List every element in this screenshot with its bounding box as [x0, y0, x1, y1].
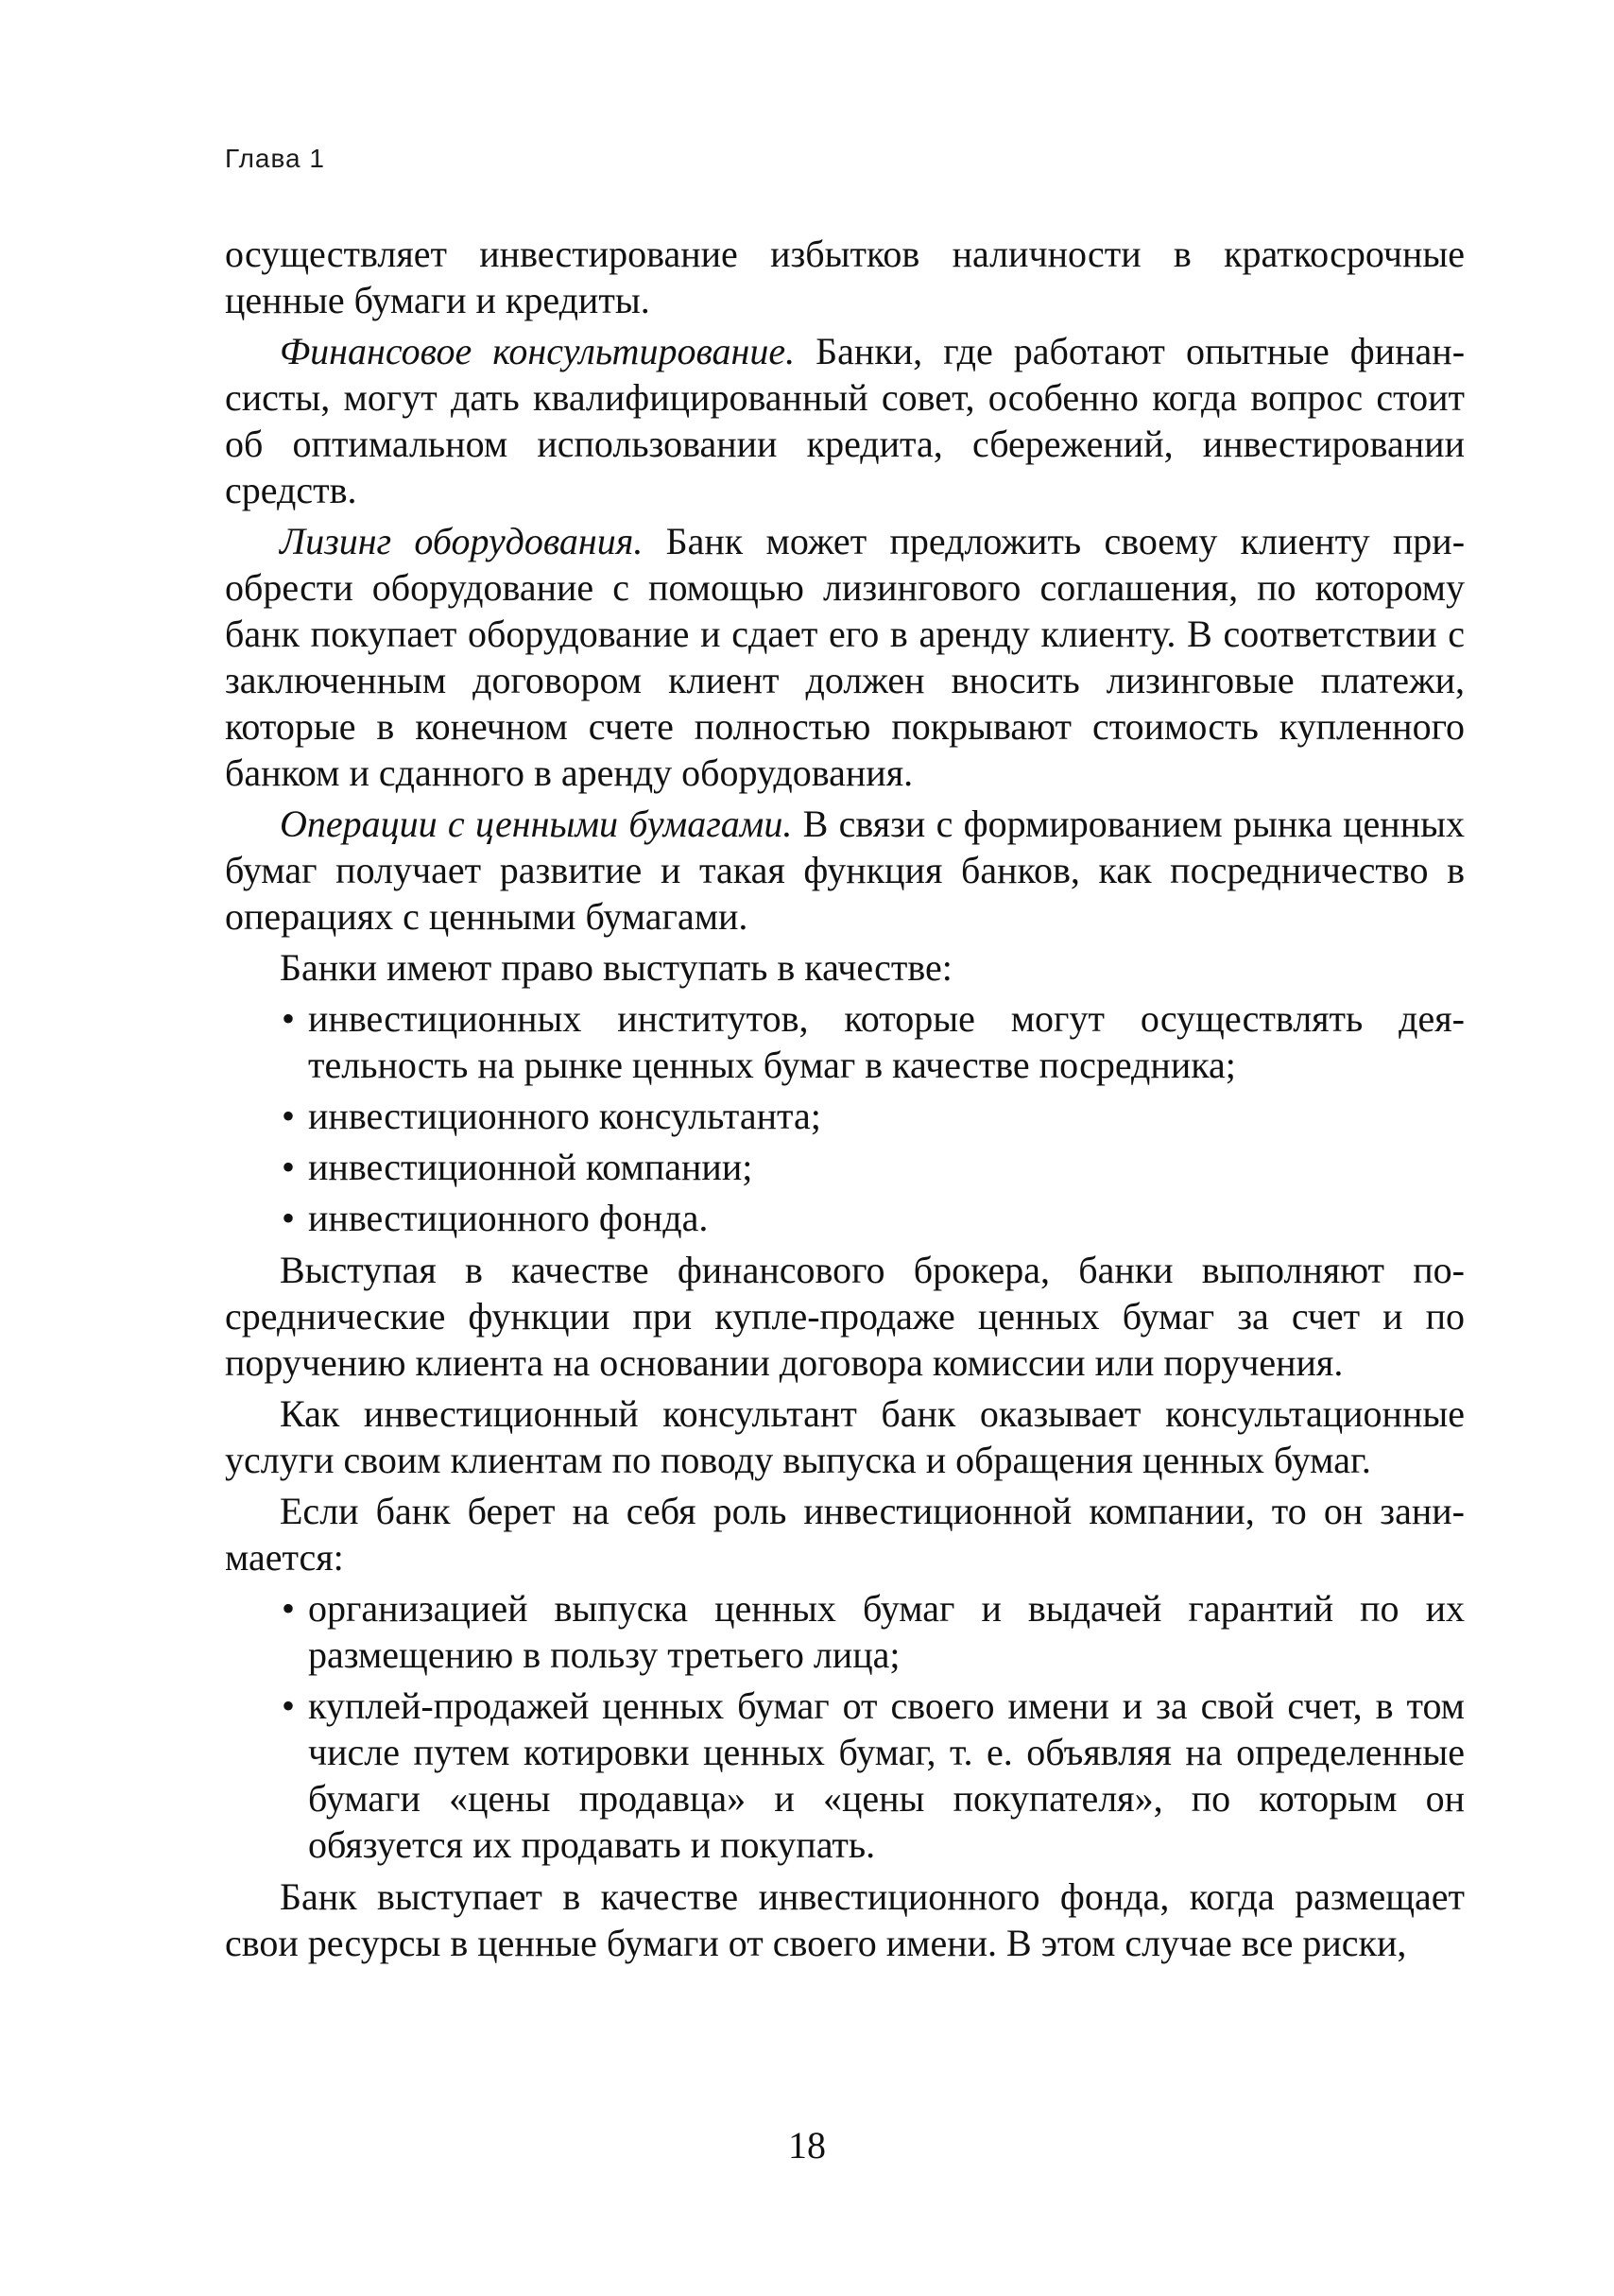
- bullet-icon: •: [282, 1587, 296, 1630]
- list-item: [225, 1144, 1465, 1190]
- paragraph-financial-broker: Выступая в качестве финансового брокера, банки выполняют посреднические функции при купле-продаже ценных бумаг за счет и по поручению клиента на основании договора комиссии или поручения.: [225, 1249, 1465, 1384]
- paragraph-equipment-leasing: [225, 518, 1465, 796]
- list-item: [225, 1093, 1465, 1139]
- list-item: [225, 1585, 1465, 1678]
- paragraph-lead-term: Финансовое консультирование.: [280, 330, 796, 372]
- paragraph-text: Банки, где работают опытные финансисты, могут дать квалифицированный совет, особенно когда вопрос стоит об оптимальном использовании кредита, сбережений, инвестировании средств.: [225, 330, 1466, 511]
- paragraph-lead-term: Операции с ценными бумагами.: [280, 803, 793, 845]
- list-item: [225, 1195, 1465, 1241]
- chapter-running-head: Глава 1: [225, 144, 325, 173]
- page-body: [225, 231, 1465, 1971]
- paragraph-continuation: осуществляет инвестирование избытков наличности в краткосрочные ценные бумаги и кредиты.: [225, 233, 1465, 321]
- bullet-icon: •: [282, 1146, 296, 1188]
- paragraph-securities-operations: [225, 801, 1465, 940]
- bullet-icon: •: [282, 1197, 296, 1239]
- bullet-list-company-activities: [225, 1585, 1465, 1868]
- list-item-text: инвестиционных институтов, которые могут осуществлять деятельность на рынке ценных бумаг в качестве посредника;: [308, 997, 1465, 1086]
- list-item-text: инвестиционного фонда.: [308, 1197, 709, 1239]
- paragraph-financial-consulting: [225, 328, 1465, 513]
- list-item-text: куплей-продажей ценных бумаг от своего имени и за свой счет, в том числе путем котировки ценных бумаг, т. е. объявляя на определенные бумаги «цены продавца» и «цены покупателя», по которым он обязуется их продавать и покупать.: [308, 1684, 1465, 1866]
- paragraph-text: Банк может предложить своему клиенту приобрести оборудование с помощью лизингового соглашения, по которому банк покупает оборудование и сдает его в аренду клиенту. В соответствии с заключенным договором клиент должен вносить лизинговые платежи, которые в конечном счете полностью покрывают стоимость купленного банком и сданного в аренду оборудования.: [225, 520, 1466, 794]
- bullet-icon: •: [282, 1095, 296, 1137]
- paragraph-investment-consultant: Как инвестиционный консультант банк оказывает консультационные услуги своим клиентам по поводу выпуска и обращения ценных бумаг.: [225, 1392, 1465, 1481]
- list-item: [225, 995, 1465, 1088]
- paragraph-lead-term: Лизинг оборудования.: [280, 520, 644, 562]
- bullet-icon: •: [282, 997, 296, 1040]
- bullet-icon: •: [282, 1684, 296, 1727]
- bullet-list-bank-roles: [225, 995, 1465, 1241]
- page-number: 18: [788, 2124, 826, 2167]
- list-item-text: инвестиционной компании;: [308, 1146, 753, 1188]
- paragraph-investment-fund: Банк выступает в качестве инвестиционного фонда, когда размещает свои ресурсы в ценные бумаги от своего имени. В этом случае все риски,: [225, 1875, 1465, 1964]
- paragraph-text: В связи с формированием рынка ценных бумаг получает развитие и такая функция банков, как посредничество в операциях с ценными бумагами.: [225, 803, 1465, 938]
- paragraph-banks-rights: Банки имеют право выступать в качестве:: [280, 946, 953, 989]
- list-item-text: организацией выпуска ценных бумаг и выдачей гарантий по их размещению в пользу третьего лица;: [308, 1587, 1465, 1676]
- list-item-text: инвестиционного консультанта;: [308, 1095, 821, 1137]
- paragraph-investment-company: Если банк берет на себя роль инвестиционной компании, то он занимается:: [225, 1490, 1465, 1579]
- list-item: [225, 1683, 1465, 1868]
